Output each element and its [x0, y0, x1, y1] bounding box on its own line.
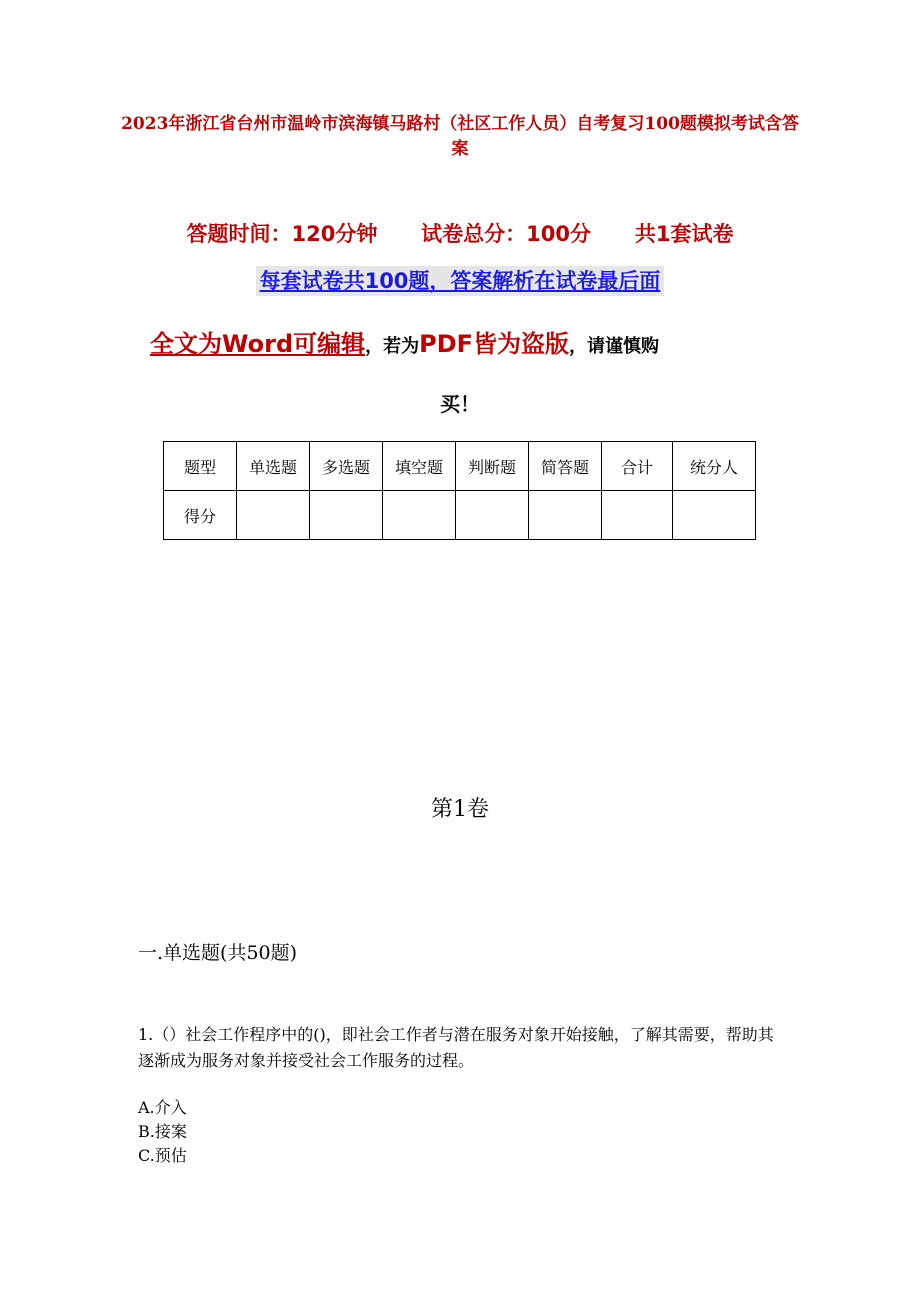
buy-caution-text: ，请谨慎购: [569, 336, 660, 357]
question-1-options: [138, 1096, 187, 1168]
header-cell: 合计: [602, 442, 673, 491]
answer-notice: [0, 266, 920, 296]
buy-text: 买！: [440, 392, 480, 416]
header-cell: 多选题: [310, 442, 383, 491]
score-cell: [529, 491, 602, 540]
score-table: [163, 441, 756, 540]
score-table-score-row: [164, 491, 756, 540]
volume-heading: 第1卷: [431, 797, 489, 822]
score-cell: [602, 491, 673, 540]
question-1-text: 1.（）社会工作程序中的()，即社会工作者与潜在服务对象开始接触，了解其需要，帮助其逐渐成为服务对象并接受社会工作服务的过程。: [138, 1025, 774, 1070]
header-cell: 填空题: [383, 442, 456, 491]
option-b: B.接案: [138, 1122, 187, 1141]
score-cell: [310, 491, 383, 540]
score-cell: [673, 491, 756, 540]
exam-info-line: 答题时间：120分钟 试卷总分：100分 共1套试卷: [186, 222, 734, 246]
option-a: A.介入: [138, 1098, 187, 1117]
header-cell: 简答题: [529, 442, 602, 491]
copyright-notice: [150, 326, 810, 365]
document-title: 2023年浙江省台州市温岭市滨海镇马路村（社区工作人员）自考复习100题模拟考试含答案: [121, 114, 799, 159]
answer-notice-text: 每套试卷共100题，答案解析在试卷最后面: [256, 266, 665, 296]
score-row-label: 得分: [164, 491, 237, 540]
score-cell: [456, 491, 529, 540]
word-connector-text: ，若为: [365, 336, 420, 357]
score-cell: [383, 491, 456, 540]
header-cell: 单选题: [237, 442, 310, 491]
header-cell: 题型: [164, 442, 237, 491]
pdf-piracy-text: PDF皆为盗版: [419, 330, 570, 358]
header-cell: 统分人: [673, 442, 756, 491]
score-table-header-row: [164, 442, 756, 491]
header-cell: 判断题: [456, 442, 529, 491]
option-c: C.预估: [138, 1146, 187, 1165]
section-heading: 一.单选题(共50题): [138, 942, 298, 964]
word-editable-text: 全文为Word可编辑: [150, 330, 366, 358]
score-cell: [237, 491, 310, 540]
